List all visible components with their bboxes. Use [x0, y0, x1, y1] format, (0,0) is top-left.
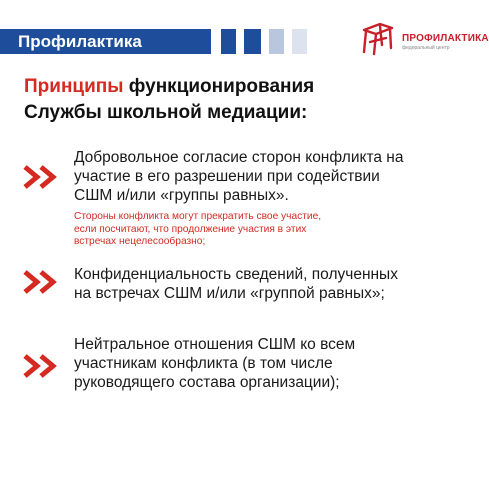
- page-title: [24, 74, 314, 126]
- double-chevron-icon: [22, 352, 62, 380]
- decor-square: [244, 29, 261, 54]
- decor-square: [292, 29, 307, 54]
- item-text: на встречах СШМ и/или «группой равных»;: [74, 285, 385, 302]
- title-line2: Службы школьной медиации:: [24, 102, 308, 123]
- item-text: СШМ и/или «группы равных».: [74, 187, 289, 204]
- logo-icon: [360, 18, 396, 56]
- decor-square: [269, 29, 284, 54]
- principle-item: [74, 265, 398, 303]
- item-text: участие в его разрешении при содействии: [74, 168, 380, 185]
- item-text: руководящего состава организации);: [74, 374, 340, 391]
- header-bar: [0, 29, 211, 54]
- item-text: участникам конфликта (в том числе: [74, 355, 333, 372]
- double-chevron-icon: [22, 268, 62, 296]
- item-text: Добровольное согласие сторон конфликта на: [74, 149, 404, 166]
- logo-subtitle: федеральный центр: [402, 45, 450, 51]
- title-line1: функционирования: [123, 76, 315, 97]
- header-title: Профилактика: [18, 32, 142, 51]
- title-accent: Принципы: [24, 76, 124, 97]
- item-text: Конфиденциальность сведений, полученных: [74, 266, 398, 283]
- principle-item: [74, 148, 403, 205]
- principle-item: [74, 335, 355, 392]
- principle-note: [74, 211, 321, 249]
- note-text: встречах нецелесообразно;: [74, 236, 206, 247]
- logo-text: ПРОФИЛАКТИКА: [402, 33, 489, 44]
- note-text: Стороны конфликта могут прекратить свое участие,: [74, 211, 322, 222]
- item-text: Нейтральное отношения СШМ ко всем: [74, 336, 356, 353]
- note-text: если посчитают, что продолжение участия в этих: [74, 223, 307, 235]
- double-chevron-icon: [22, 163, 62, 191]
- decor-square: [221, 29, 236, 54]
